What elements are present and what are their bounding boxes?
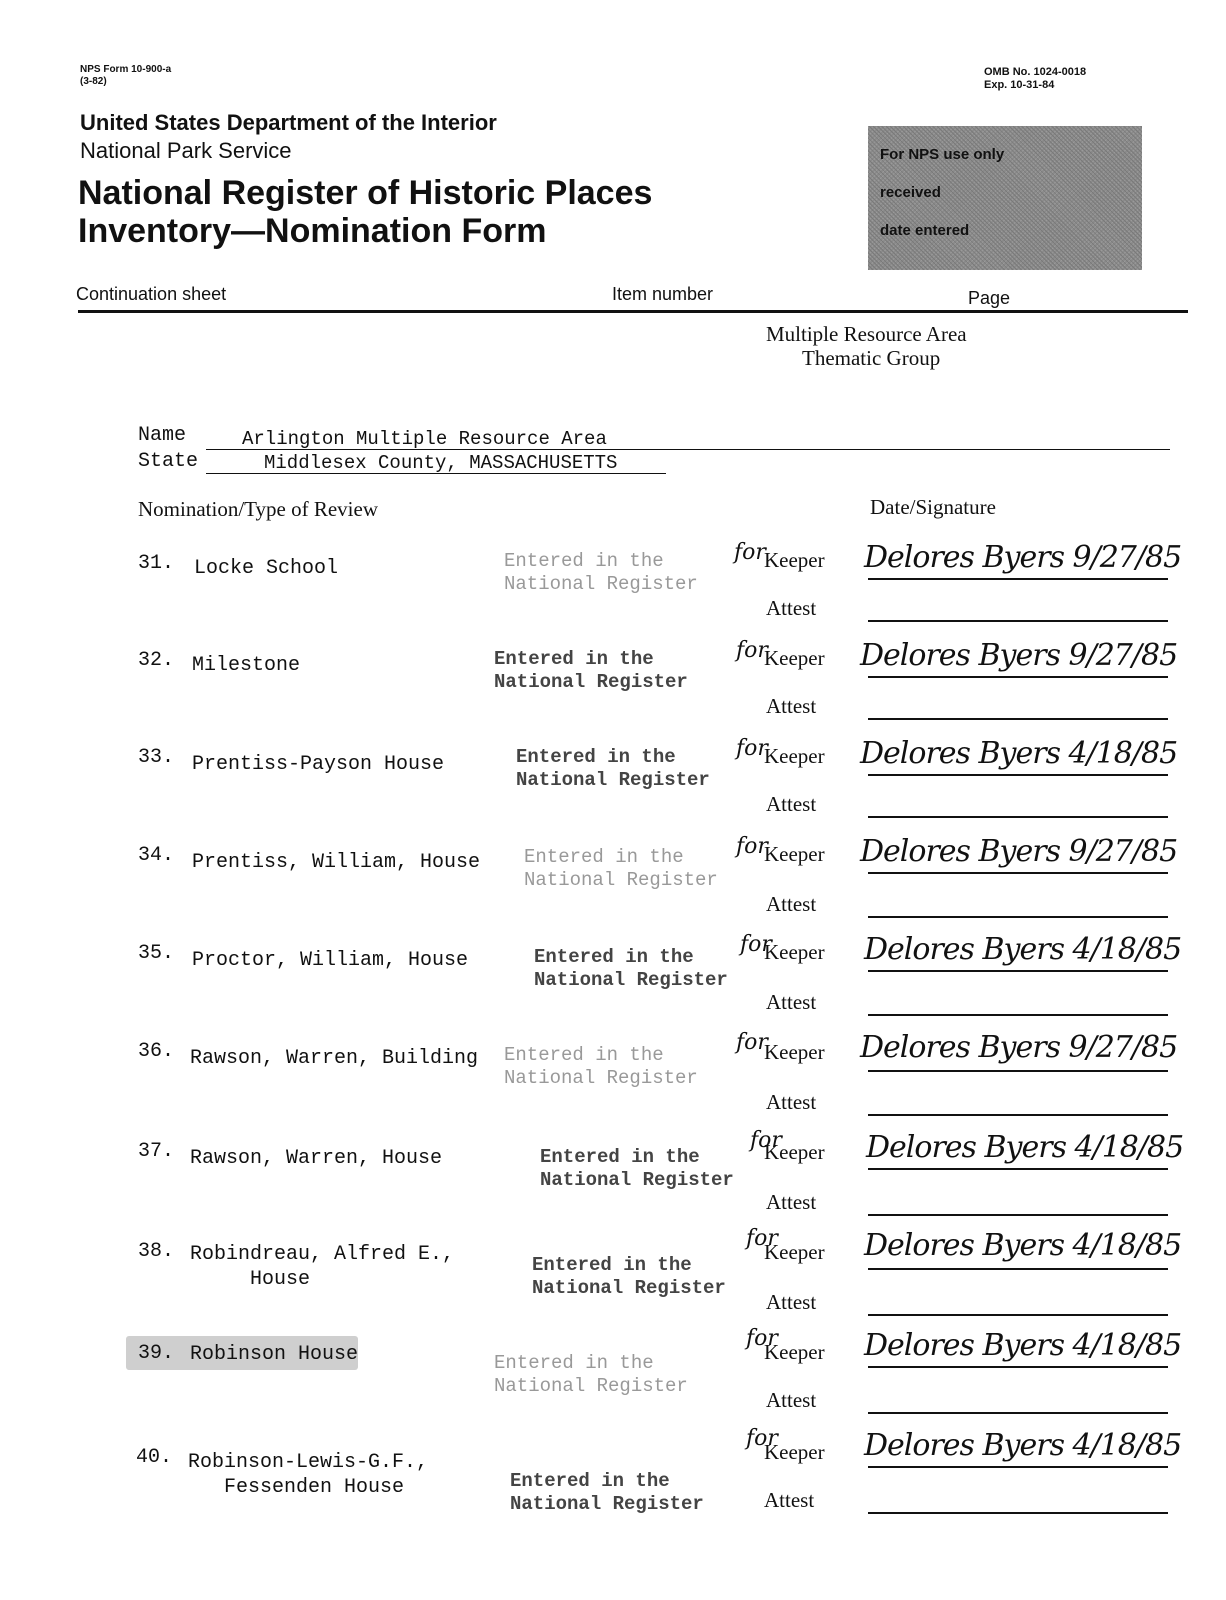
keeper-signature-line — [868, 1366, 1168, 1368]
attest-label: Attest — [766, 792, 817, 816]
entered-stamp: Entered in the National Register — [524, 846, 718, 891]
entered-stamp: Entered in the National Register — [494, 648, 688, 693]
name-label: Name — [138, 424, 187, 447]
date-signature-column-header: Date/Signature — [870, 495, 996, 519]
for-mark: for — [746, 1426, 778, 1451]
entered-stamp: Entered in the National Register — [504, 550, 698, 595]
attest-label: Attest — [766, 990, 817, 1014]
keeper-signature: Delores Byers 4/18/85 — [864, 1428, 1182, 1463]
omb-line1: OMB No. 1024-0018 — [984, 66, 1087, 78]
entry-number: 40. — [136, 1446, 173, 1469]
attest-signature-line — [868, 816, 1168, 818]
for-mark: for — [750, 1128, 782, 1153]
entry-name: Locke School — [194, 557, 339, 580]
for-mark: for — [736, 834, 768, 859]
keeper-label: Keeper — [764, 842, 825, 866]
item-number-label: Item number — [612, 284, 714, 304]
for-mark: for — [746, 1226, 778, 1251]
entry-name: Robinson-Lewis-G.F., Fessenden House — [188, 1451, 429, 1499]
for-mark: for — [736, 638, 768, 663]
nomination-column-header: Nomination/Type of Review — [138, 497, 378, 521]
entry-number: 38. — [138, 1240, 175, 1263]
keeper-signature: Delores Byers 9/27/85 — [864, 540, 1182, 575]
for-mark: for — [736, 736, 768, 761]
entry-number: 31. — [138, 552, 175, 575]
entry-name: Prentiss-Payson House — [192, 753, 445, 776]
attest-label: Attest — [766, 694, 817, 718]
keeper-signature-line — [868, 1168, 1168, 1170]
entered-stamp: Entered in the National Register — [534, 946, 728, 991]
attest-label: Attest — [766, 1190, 817, 1214]
keeper-signature-line — [868, 578, 1168, 580]
entered-stamp: Entered in the National Register — [504, 1044, 698, 1089]
entry-name: Robinson House — [190, 1343, 359, 1366]
service-title: National Park Service — [80, 138, 292, 163]
keeper-signature-line — [868, 676, 1168, 678]
attest-signature-line — [868, 1114, 1168, 1116]
keeper-signature-line — [868, 1268, 1168, 1270]
keeper-signature: Delores Byers 4/18/85 — [866, 1130, 1184, 1165]
keeper-signature-line — [868, 872, 1168, 874]
keeper-label: Keeper — [764, 940, 825, 964]
page-label: Page — [968, 288, 1011, 308]
attest-label: Attest — [766, 1090, 817, 1114]
state-label: State — [138, 450, 199, 473]
omb-line2: Exp. 10-31-84 — [984, 79, 1055, 91]
entry-name: Milestone — [192, 654, 301, 677]
for-mark: for — [746, 1326, 778, 1351]
keeper-signature-line — [868, 1070, 1168, 1072]
attest-signature-line — [868, 916, 1168, 918]
entered-stamp: Entered in the National Register — [532, 1254, 726, 1299]
attest-signature-line — [868, 1014, 1168, 1016]
continuation-sheet-label: Continuation sheet — [76, 284, 227, 304]
keeper-signature: Delores Byers 4/18/85 — [860, 736, 1178, 771]
keeper-signature: Delores Byers 4/18/85 — [864, 932, 1182, 967]
attest-signature-line — [868, 718, 1168, 720]
attest-signature-line — [868, 1214, 1168, 1216]
keeper-label: Keeper — [764, 1040, 825, 1064]
group-line2: Thematic Group — [802, 346, 941, 370]
attest-signature-line — [868, 620, 1168, 622]
attest-label: Attest — [764, 1488, 815, 1512]
entry-number: 36. — [138, 1040, 175, 1063]
entry-number: 32. — [138, 649, 175, 672]
entry-number: 35. — [138, 942, 175, 965]
entry-number: 33. — [138, 746, 175, 769]
entry-number: 37. — [138, 1140, 175, 1163]
entered-stamp: Entered in the National Register — [516, 746, 710, 791]
form-title-line1: National Register of Historic Places — [78, 174, 653, 212]
keeper-signature-line — [868, 970, 1168, 972]
for-mark: for — [736, 1030, 768, 1055]
entry-name: Rawson, Warren, House — [190, 1147, 443, 1170]
nps-use-only-label: For NPS use only — [880, 146, 1005, 163]
keeper-signature: Delores Byers 9/27/85 — [860, 1030, 1178, 1065]
entry-name: Robindreau, Alfred E., House — [190, 1243, 455, 1291]
date-entered-label: date entered — [880, 222, 970, 239]
attest-signature-line — [868, 1314, 1168, 1316]
header-rule — [78, 310, 1188, 313]
keeper-label: Keeper — [764, 1440, 825, 1464]
department-title: United States Department of the Interior — [80, 110, 497, 135]
entry-name: Prentiss, William, House — [192, 851, 481, 874]
entered-stamp: Entered in the National Register — [494, 1352, 688, 1397]
keeper-signature: Delores Byers 4/18/85 — [864, 1228, 1182, 1263]
for-mark: for — [734, 540, 766, 565]
entered-stamp: Entered in the National Register — [510, 1470, 704, 1515]
keeper-label: Keeper — [764, 1240, 825, 1264]
entered-stamp: Entered in the National Register — [540, 1146, 734, 1191]
group-line1: Multiple Resource Area — [766, 322, 967, 346]
state-value: Middlesex County, MASSACHUSETTS — [206, 452, 666, 474]
keeper-label: Keeper — [764, 1140, 825, 1164]
keeper-label: Keeper — [764, 1340, 825, 1364]
keeper-label: Keeper — [764, 548, 825, 572]
attest-label: Attest — [766, 1290, 817, 1314]
omb-number — [984, 66, 1086, 92]
entry-name: Rawson, Warren, Building — [190, 1047, 479, 1070]
nps-use-only-box — [868, 126, 1142, 270]
form-title-line2: Inventory—Nomination Form — [78, 212, 547, 250]
keeper-signature-line — [868, 774, 1168, 776]
name-value: Arlington Multiple Resource Area — [206, 428, 1170, 450]
keeper-signature: Delores Byers 4/18/85 — [864, 1328, 1182, 1363]
attest-label: Attest — [766, 1388, 817, 1412]
keeper-signature: Delores Byers 9/27/85 — [860, 834, 1178, 869]
attest-label: Attest — [766, 596, 817, 620]
form-id-line2: (3-82) — [80, 76, 107, 87]
keeper-label: Keeper — [764, 744, 825, 768]
entry-number: 39. — [138, 1342, 175, 1365]
keeper-label: Keeper — [764, 646, 825, 670]
received-label: received — [880, 184, 941, 201]
for-mark: for — [740, 932, 772, 957]
keeper-signature-line — [868, 1466, 1168, 1468]
keeper-signature: Delores Byers 9/27/85 — [860, 638, 1178, 673]
entry-name: Proctor, William, House — [192, 949, 469, 972]
form-id — [80, 64, 171, 88]
attest-signature-line — [868, 1412, 1168, 1414]
attest-label: Attest — [766, 892, 817, 916]
form-id-line1: NPS Form 10-900-a — [80, 64, 172, 75]
entry-number: 34. — [138, 844, 175, 867]
attest-signature-line — [868, 1512, 1168, 1514]
